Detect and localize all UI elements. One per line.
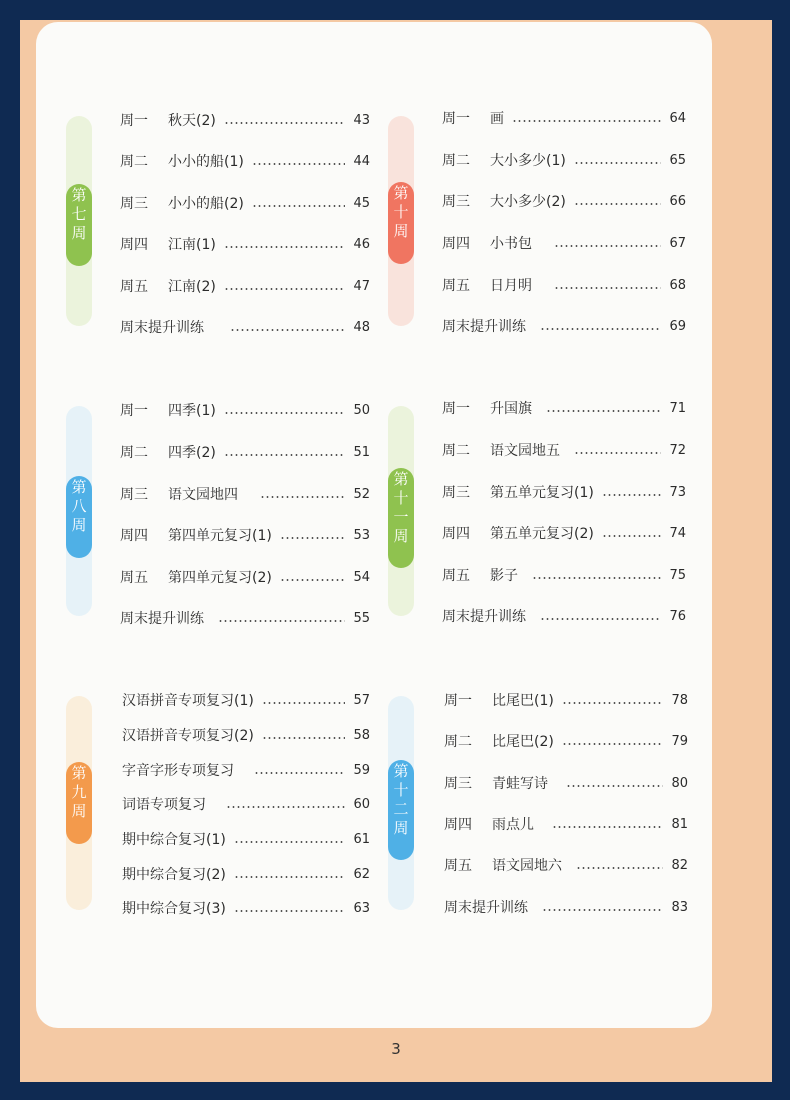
- day-label: 周四: [444, 817, 472, 833]
- entry-title: 比尾巴(2): [492, 734, 554, 750]
- toc-entry[interactable]: [120, 608, 370, 628]
- entry-title: 青蛙写诗: [492, 776, 548, 792]
- toc-entry[interactable]: [120, 442, 370, 462]
- toc-entry[interactable]: [442, 150, 686, 170]
- dot-leader: [546, 410, 661, 412]
- toc-entry[interactable]: [120, 484, 370, 504]
- page-ref: 44: [353, 153, 370, 169]
- book-page: [20, 20, 772, 1082]
- week-label-10: 第 十 周: [388, 182, 414, 264]
- page-ref: 65: [669, 152, 686, 168]
- dot-leader: [252, 205, 346, 207]
- page-ref: 62: [353, 866, 370, 882]
- week-label-8: 第 八 周: [66, 476, 92, 558]
- day-label: 周一: [120, 113, 148, 129]
- dot-leader: [262, 702, 346, 704]
- week-label-11: 第 十 一 周: [388, 468, 414, 568]
- entry-title: 日月明: [490, 278, 532, 294]
- entry-title: 江南(2): [168, 279, 216, 295]
- dot-leader: [280, 579, 346, 581]
- toc-entry[interactable]: [120, 234, 370, 254]
- toc-entry[interactable]: [122, 690, 370, 710]
- dot-leader: [280, 537, 346, 539]
- page-number: 3: [391, 1040, 401, 1058]
- page-ref: 45: [353, 195, 370, 211]
- day-label: 周三: [442, 194, 470, 210]
- page-ref: 63: [353, 900, 370, 916]
- toc-entry[interactable]: [442, 108, 686, 128]
- toc-entry[interactable]: [442, 316, 686, 336]
- page-ref: 79: [671, 733, 688, 749]
- page-ref: 81: [671, 816, 688, 832]
- entry-title: 语文园地五: [490, 443, 560, 459]
- dot-leader: [554, 287, 661, 289]
- page-ref: 80: [671, 775, 688, 791]
- entry-title: 期中综合复习(3): [122, 901, 226, 917]
- day-label: 周五: [442, 568, 470, 584]
- day-label: 周二: [120, 445, 148, 461]
- entry-title: 小小的船(1): [168, 154, 244, 170]
- entry-title: 小书包: [490, 236, 532, 252]
- toc-entry[interactable]: [444, 814, 688, 834]
- page-ref: 53: [353, 527, 370, 543]
- dot-leader: [540, 618, 661, 620]
- page-ref: 60: [353, 796, 370, 812]
- toc-entry[interactable]: [444, 773, 688, 793]
- day-label: 周四: [442, 236, 470, 252]
- day-label: 周一: [442, 401, 470, 417]
- dot-leader: [542, 909, 663, 911]
- dot-leader: [234, 876, 346, 878]
- page-ref: 54: [353, 569, 370, 585]
- dot-leader: [562, 702, 664, 704]
- entry-title: 周末提升训练: [442, 609, 526, 625]
- page-ref: 46: [353, 236, 370, 252]
- toc-entry[interactable]: [122, 725, 370, 745]
- toc-entry[interactable]: [442, 565, 686, 585]
- page-ref: 72: [669, 442, 686, 458]
- toc-entry[interactable]: [120, 400, 370, 420]
- entry-title: 语文园地六: [492, 858, 562, 874]
- entry-title: 画: [490, 111, 504, 127]
- day-label: 周二: [120, 154, 148, 170]
- page-ref: 82: [671, 857, 688, 873]
- toc-entry[interactable]: [122, 794, 370, 814]
- dot-leader: [574, 203, 662, 205]
- entry-title: 语文园地四: [168, 487, 238, 503]
- day-label: 周四: [442, 526, 470, 542]
- dot-leader: [574, 452, 661, 454]
- contents-card: [36, 22, 712, 1028]
- page-ref: 43: [353, 112, 370, 128]
- day-label: 周五: [120, 570, 148, 586]
- page-ref: 59: [353, 762, 370, 778]
- page-ref: 51: [353, 444, 370, 460]
- entry-title: 周末提升训练: [120, 611, 204, 627]
- entry-title: 期中综合复习(2): [122, 867, 226, 883]
- entry-title: 比尾巴(1): [492, 693, 554, 709]
- page-ref: 47: [353, 278, 370, 294]
- page-ref: 68: [669, 277, 686, 293]
- page-ref: 52: [353, 486, 370, 502]
- toc-entry[interactable]: [122, 864, 370, 884]
- toc-entry[interactable]: [120, 151, 370, 171]
- dot-leader: [512, 120, 661, 122]
- dot-leader: [554, 245, 661, 247]
- page-ref: 55: [353, 610, 370, 626]
- page-ref: 50: [353, 402, 370, 418]
- dot-leader: [562, 743, 664, 745]
- toc-entry[interactable]: [442, 523, 686, 543]
- day-label: 周三: [120, 196, 148, 212]
- dot-leader: [602, 535, 662, 537]
- toc-entry[interactable]: [120, 110, 370, 130]
- day-label: 周一: [120, 403, 148, 419]
- entry-title: 四季(1): [168, 403, 216, 419]
- toc-entry[interactable]: [444, 690, 688, 710]
- dot-leader: [566, 785, 663, 787]
- toc-entry[interactable]: [442, 440, 686, 460]
- dot-leader: [576, 867, 663, 869]
- entry-title: 周末提升训练: [120, 320, 204, 336]
- dot-leader: [540, 328, 661, 330]
- page-ref: 57: [353, 692, 370, 708]
- page-ref: 48: [353, 319, 370, 335]
- day-label: 周一: [442, 111, 470, 127]
- dot-leader: [574, 162, 662, 164]
- toc-entry[interactable]: [442, 233, 686, 253]
- dot-leader: [234, 841, 346, 843]
- dot-leader: [226, 806, 345, 808]
- dot-leader: [532, 577, 661, 579]
- page-ref: 75: [669, 567, 686, 583]
- entry-title: 字音字形专项复习: [122, 763, 234, 779]
- dot-leader: [552, 826, 663, 828]
- dot-leader: [230, 329, 345, 331]
- week-label-9: 第 九 周: [66, 762, 92, 844]
- toc-entry[interactable]: [442, 275, 686, 295]
- dot-leader: [260, 496, 345, 498]
- dot-leader: [224, 454, 346, 456]
- toc-entry[interactable]: [442, 482, 686, 502]
- entry-title: 小小的船(2): [168, 196, 244, 212]
- day-label: 周三: [444, 776, 472, 792]
- entry-title: 第五单元复习(1): [490, 485, 594, 501]
- toc-entry[interactable]: [442, 398, 686, 418]
- toc-entry[interactable]: [444, 731, 688, 751]
- day-label: 周二: [442, 443, 470, 459]
- entry-title: 第四单元复习(1): [168, 528, 272, 544]
- entry-title: 汉语拼音专项复习(2): [122, 728, 254, 744]
- toc-entry[interactable]: [442, 191, 686, 211]
- day-label: 周五: [120, 279, 148, 295]
- day-label: 周四: [120, 237, 148, 253]
- dot-leader: [252, 163, 346, 165]
- day-label: 周二: [442, 153, 470, 169]
- dot-leader: [218, 620, 345, 622]
- entry-title: 大小多少(1): [490, 153, 566, 169]
- day-label: 周三: [120, 487, 148, 503]
- toc-entry[interactable]: [120, 567, 370, 587]
- dot-leader: [224, 288, 346, 290]
- dot-leader: [234, 910, 346, 912]
- entry-title: 雨点儿: [492, 817, 534, 833]
- day-label: 周二: [444, 734, 472, 750]
- page-ref: 64: [669, 110, 686, 126]
- toc-entry[interactable]: [120, 193, 370, 213]
- toc-entry[interactable]: [442, 606, 686, 626]
- toc-entry[interactable]: [120, 317, 370, 337]
- page-ref: 73: [669, 484, 686, 500]
- entry-title: 周末提升训练: [444, 900, 528, 916]
- entry-title: 第五单元复习(2): [490, 526, 594, 542]
- dot-leader: [224, 412, 346, 414]
- page-ref: 71: [669, 400, 686, 416]
- entry-title: 期中综合复习(1): [122, 832, 226, 848]
- page-ref: 74: [669, 525, 686, 541]
- toc-entry[interactable]: [122, 829, 370, 849]
- toc-entry[interactable]: [120, 525, 370, 545]
- entry-title: 秋天(2): [168, 113, 216, 129]
- toc-entry[interactable]: [444, 897, 688, 917]
- day-label: 周五: [442, 278, 470, 294]
- page-ref: 67: [669, 235, 686, 251]
- entry-title: 升国旗: [490, 401, 532, 417]
- page-ref: 76: [669, 608, 686, 624]
- toc-entry[interactable]: [122, 898, 370, 918]
- page-ref: 78: [671, 692, 688, 708]
- page-ref: 83: [671, 899, 688, 915]
- day-label: 周五: [444, 858, 472, 874]
- toc-entry[interactable]: [444, 855, 688, 875]
- entry-title: 江南(1): [168, 237, 216, 253]
- dot-leader: [224, 122, 346, 124]
- dot-leader: [254, 772, 345, 774]
- entry-title: 大小多少(2): [490, 194, 566, 210]
- week-label-12: 第 十 二 周: [388, 760, 414, 860]
- page-ref: 66: [669, 193, 686, 209]
- entry-title: 第四单元复习(2): [168, 570, 272, 586]
- page-ref: 69: [669, 318, 686, 334]
- page-ref: 61: [353, 831, 370, 847]
- dot-leader: [224, 246, 346, 248]
- day-label: 周一: [444, 693, 472, 709]
- dot-leader: [262, 737, 346, 739]
- entry-title: 汉语拼音专项复习(1): [122, 693, 254, 709]
- dot-leader: [602, 494, 662, 496]
- entry-title: 影子: [490, 568, 518, 584]
- week-label-7: 第 七 周: [66, 184, 92, 266]
- day-label: 周四: [120, 528, 148, 544]
- toc-entry[interactable]: [120, 276, 370, 296]
- entry-title: 四季(2): [168, 445, 216, 461]
- page-ref: 58: [353, 727, 370, 743]
- day-label: 周三: [442, 485, 470, 501]
- entry-title: 周末提升训练: [442, 319, 526, 335]
- entry-title: 词语专项复习: [122, 797, 206, 813]
- toc-entry[interactable]: [122, 760, 370, 780]
